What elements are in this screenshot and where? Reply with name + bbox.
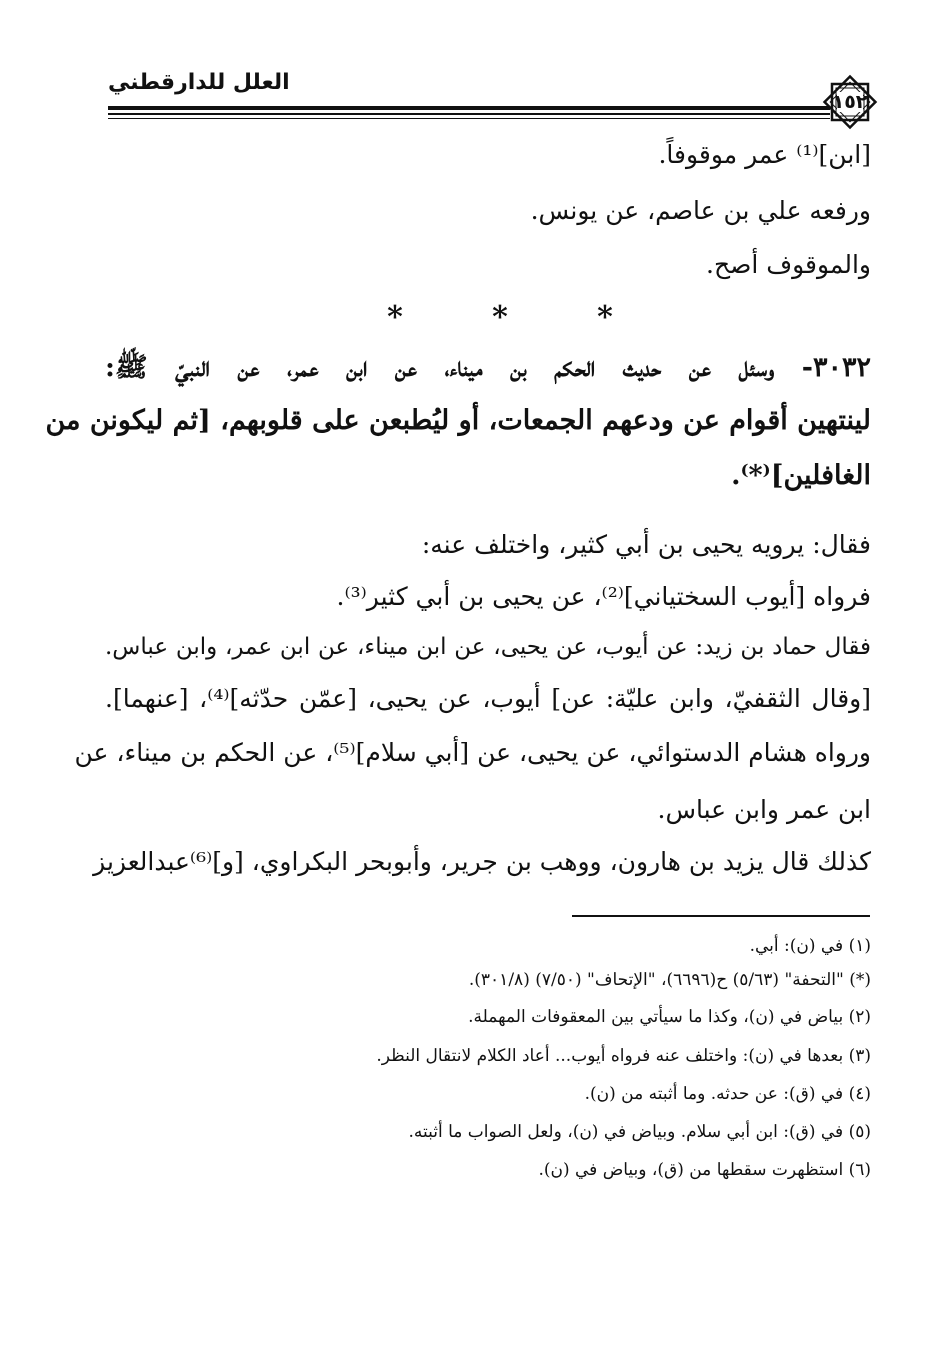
question-line: الغافلين]⁽*⁾. bbox=[731, 460, 871, 491]
question-line: لينتهين أقوام عن ودعهم الجمعات، أو ليُطبعن على قلوبهم، [ثم ليكونن من bbox=[45, 405, 871, 436]
answer-line: ابن عمر وابن عباس. bbox=[657, 795, 871, 824]
footnote-rule bbox=[572, 915, 870, 917]
footnote: (٣) بعدها في (ن): واختلف عنه فرواه أيوب... أعاد الكلام لانتقال النظر. bbox=[376, 1046, 871, 1066]
footnote: (*) "التحفة" (٥/٦٣) ح(٦٦٩٦)، "الإتحاف" (٧/٥٠) (٣٠١/٨). bbox=[468, 970, 871, 990]
body-line: ورفعه علي بن عاصم، عن يونس. bbox=[530, 196, 871, 225]
page-number-badge bbox=[818, 70, 882, 134]
footnote: (٢) بياض في (ن)، وكذا ما سيأتي بين المعقوفات المهملة. bbox=[468, 1007, 871, 1027]
answer-line: فقال حماد بن زيد: عن أيوب، عن يحيى، عن ابن ميناء، عن ابن عمر، وابن عباس. bbox=[105, 634, 871, 660]
answer-line: فرواه [أيوب السختياني]⁽²⁾، عن يحيى بن أبي كثير⁽³⁾. bbox=[336, 582, 871, 611]
answer-line: كذلك قال يزيد بن هارون، ووهب بن جرير، وأبوبحر البكراوي، [و]⁽⁶⁾عبدالعزيز bbox=[93, 847, 871, 876]
separator-star: * bbox=[387, 300, 403, 335]
answer-line: فقال: يرويه يحيى بن أبي كثير، واختلف عنه: bbox=[421, 530, 871, 559]
question-line: ٣٠٣٢- وسئل عن حديث الحكم بن ميناء، عن ابن عمر، عن النبيّ ﷺ: bbox=[105, 352, 871, 383]
section-separator bbox=[380, 300, 620, 335]
running-title: العلل للدارقطني bbox=[108, 70, 290, 95]
footnote: (٥) في (ق): ابن أبي سلام. وبياض في (ن)، ولعل الصواب ما أثبته. bbox=[408, 1122, 871, 1142]
footnote: (٦) استظهرت سقطها من (ق)، وبياض في (ن). bbox=[538, 1160, 871, 1180]
body-line: [ابن]⁽¹⁾ عمر موقوفاً. bbox=[658, 140, 871, 169]
header-rule bbox=[108, 106, 830, 110]
header-rule bbox=[108, 118, 830, 119]
header-rule bbox=[108, 113, 830, 115]
answer-line: [وقال الثقفيّ، وابن عليّة: عن] أيوب، عن يحيى، [عمّن حدّثه]⁽⁴⁾، [عنهما]. bbox=[105, 684, 871, 713]
separator-star: * bbox=[492, 300, 508, 335]
body-line: والموقوف أصح. bbox=[706, 250, 871, 279]
separator-star: * bbox=[597, 300, 613, 335]
footnote: (١) في (ن): أبي. bbox=[749, 936, 871, 956]
page-number: ١٥٢ bbox=[832, 91, 868, 113]
footnote: (٤) في (ق): عن حدثه. وما أثبته من (ن). bbox=[584, 1084, 871, 1104]
answer-line: ورواه هشام الدستوائي، عن يحيى، عن [أبي سلام]⁽⁵⁾، عن الحكم بن ميناء، عن bbox=[74, 738, 871, 767]
